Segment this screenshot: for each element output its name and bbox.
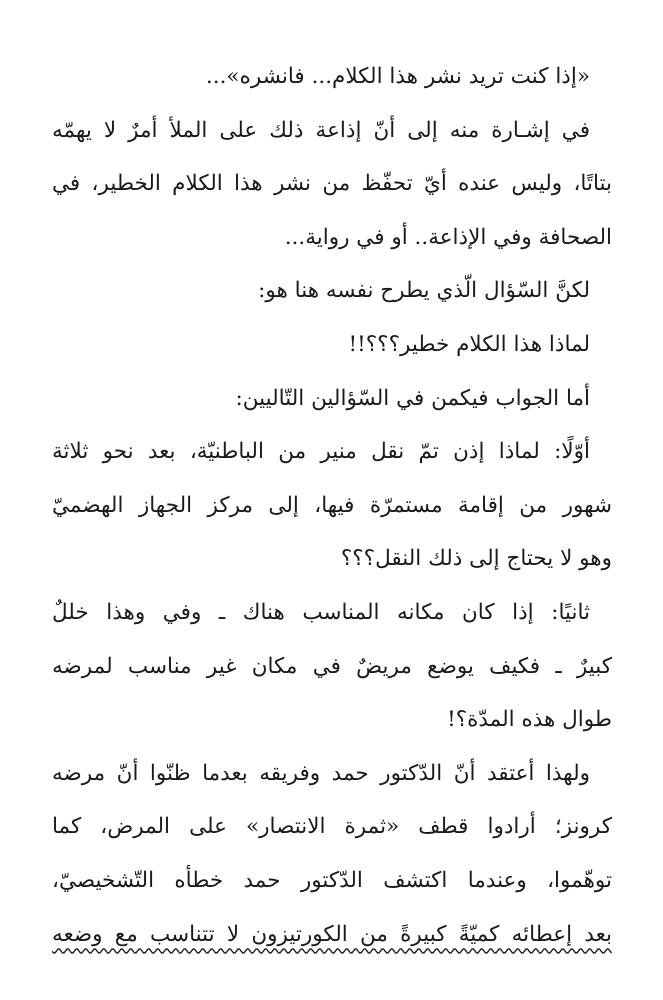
paragraph-4 [52,372,612,426]
paragraph-6 [52,586,612,747]
text-line: أوّلًا: لماذا إذن تمّ نقل منير من الباطنيّة، بعد نحو ثلاثة [52,439,590,465]
text-line: لماذا هذا الكلام خطير؟؟؟!! [348,331,590,357]
paragraph-5 [52,425,612,586]
paragraph-quote [52,50,612,104]
paragraph-3 [52,318,612,372]
text-line: وهو لا يحتاج إلى ذلك النقل؟؟؟ [340,546,612,572]
text-line: بعد إعطائه كميّةً كبيرةً من الكورتيزون لا تتناسب مع وضعه [52,921,612,947]
wavy-divider [52,944,612,958]
text-line: لكنَّ السّؤال الّذي يطرح نفسه هنا هو: [258,278,590,304]
paragraph-2 [52,264,612,318]
text-line: ولهذا أعتقد أنّ الدّكتور حمد وفريقه بعدما ظنّوا أنّ مرضه [52,760,590,786]
wavy-line [52,949,612,953]
text-line: توهّموا، وعندما اكتشف الدّكتور حمد خطأه التّشخيصيّ، [52,867,612,893]
text-line: شهور من إقامة مستمرّة فيها، إلى مركز الجهاز الهضميّ [52,492,612,518]
text-line: بتاتًا، وليس عنده أيّ تحفّظ من نشر هذا الكلام الخطير، في [52,171,612,197]
page-body [52,50,612,961]
paragraph-1 [52,104,612,265]
text-line: ثانيًا: إذا كان مكانه المناسب هناك ـ وفي وهذا خللٌ [52,599,590,625]
text-line: الصحافة وفي الإذاعة.. أو في رواية... [284,224,612,250]
text-line: أما الجواب فيكمن في السّؤالين التّاليين: [235,385,590,411]
text-line: كرونز؛ أرادوا قطف «ثمرة الانتصار» على المرض، كما [52,814,612,840]
text-line: طوال هذه المدّة؟! [447,707,612,733]
paragraph-7 [52,747,612,961]
text-line: كبيرٌ ـ فكيف يوضع مريضٌ في مكان غير مناسب لمرضه [52,653,612,679]
text-line: في إشـارة منه إلى أنّ إذاعة ذلك على الملأ أمرٌ لا يهمّه [52,117,590,143]
text-line: «إذا كنت تريد نشر هذا الكلام... فانشره»... [205,64,590,89]
